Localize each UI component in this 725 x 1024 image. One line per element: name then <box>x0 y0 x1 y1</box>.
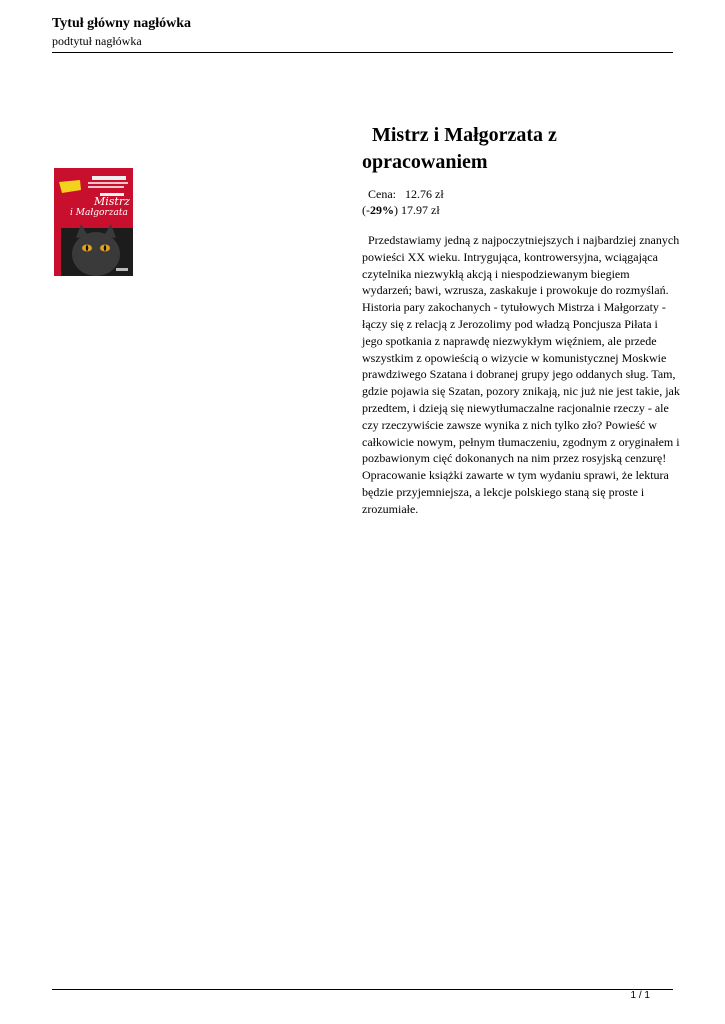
header-title: Tytuł główny nagłówka <box>52 16 191 31</box>
price-value: 12.76 zł <box>405 187 444 201</box>
discount-percent: 29% <box>370 203 394 217</box>
price-label: Cena: <box>368 187 396 201</box>
price-line <box>362 186 444 203</box>
cover-title-line1: Mistrz <box>94 195 130 208</box>
product-description: Przedstawiamy jedną z najpoczytniejszych i najbardziej znanych powieści XX wieku. Intrygująca, kontrowersyjna, wciągająca czytelnika niezwykłą akcją i niespodziewanym biegiem wydarzeń; bawi, wzrusza, zaskakuje i prowokuje do rozmyślań. Historia pary zakochanych - tytułowych Mistrza i Małgorzaty - łączy się z relacją z Jerozolimy pod władzą Poncjusza Piłata i jego spotkania z naprawdę niezwykłym więźniem, ale przede wszystkim z opowieścią o wizycie w komunistycznej Moskwie prawdziwego Szatana i dobranej grupy jego oddanych sług. Tam, gdzie pojawia się Szatan, pozory znikają, nic już nie jest takie, jak przedtem, i dzieją się niewytłumaczalne racjonalnie rzeczy - ale czy rzeczywiście zawsze wynika z nich tylko zło? Powieść w całkowicie nowym, pełnym tłumaczeniu, zgodnym z oryginałem i pozbawionym cięć dokonanych na nim przez rosyjską cenzurę! Opracowanie książki zawarte w tym wydaniu sprawi, że lektura będzie przyjemniejsza, a lekcje polskiego staną się proste i zrozumiałe. <box>362 233 680 516</box>
discount-line <box>362 202 440 219</box>
book-cover-image <box>54 168 133 276</box>
discount-open: (- <box>362 203 370 217</box>
product-title: Mistrz i Małgorzata z opracowaniem <box>362 124 557 173</box>
footer-divider <box>52 989 673 990</box>
discount-close: ) <box>394 203 398 217</box>
old-price: 17.97 zł <box>401 203 440 217</box>
cover-title-line2: i Małgorzata <box>70 208 128 218</box>
page-number: 1 / 1 <box>630 990 650 1001</box>
book-cover-illustration <box>54 168 133 276</box>
header-subtitle: podtytuł nagłówka <box>52 34 142 48</box>
header-divider <box>52 52 673 53</box>
